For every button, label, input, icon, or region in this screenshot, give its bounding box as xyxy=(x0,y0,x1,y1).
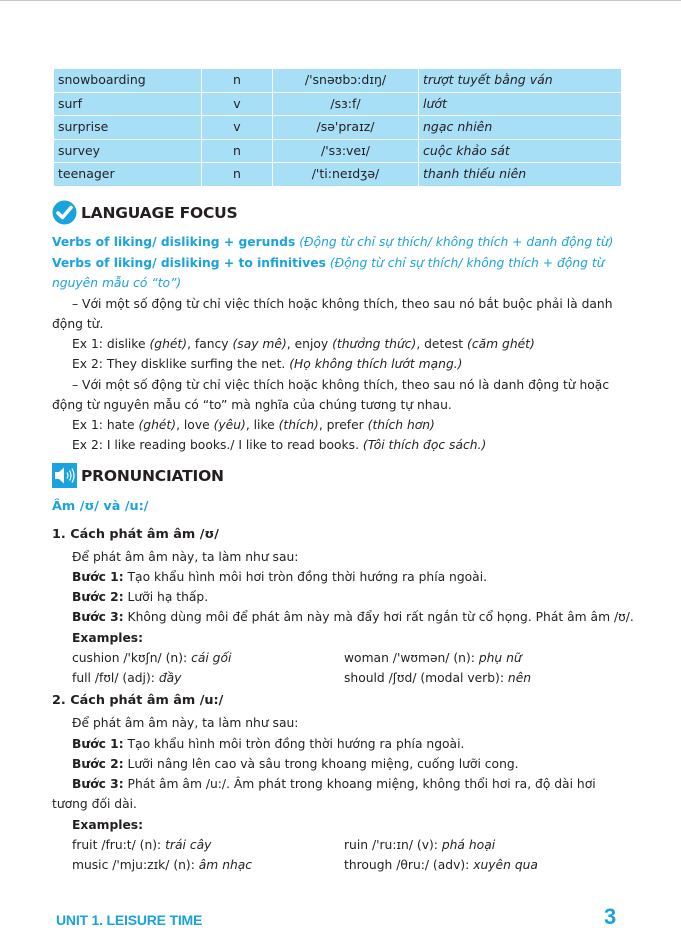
part1-examples xyxy=(72,648,632,688)
example-text: , like xyxy=(245,418,279,432)
vocab-part-of-speech: n xyxy=(202,140,272,163)
vocab-word: snowboarding xyxy=(54,69,201,92)
vocab-part-of-speech: n xyxy=(202,163,272,186)
vocab-meaning: cuộc khảo sát xyxy=(419,140,621,163)
example-meaning: trái cây xyxy=(165,838,212,852)
page-number: 3 xyxy=(604,904,617,929)
grammar-rule-gerunds xyxy=(52,232,627,252)
table-row xyxy=(54,69,621,92)
example-text: , detest xyxy=(416,337,468,351)
example-text: , love xyxy=(176,418,214,432)
section-title: PRONUNCIATION xyxy=(81,466,224,485)
example-meaning: âm nhạc xyxy=(198,858,253,872)
step-label: Bước 3: xyxy=(72,610,124,624)
example-text: , prefer xyxy=(318,418,368,432)
part2-step xyxy=(52,734,642,754)
part2-heading: 2. Cách phát âm âm /u:/ xyxy=(52,693,224,708)
example-text: , fancy xyxy=(187,337,233,351)
section-title: LANGUAGE FOCUS xyxy=(81,203,238,222)
example-term: woman /'wʊmən/ (n): xyxy=(344,651,479,665)
vocab-meaning: lướt xyxy=(419,93,621,116)
example-line xyxy=(52,354,642,374)
vocab-meaning: ngạc nhiên xyxy=(419,116,621,139)
example-translation: (Tôi thích đọc sách.) xyxy=(362,438,487,452)
rule-translation: (Động từ chỉ sự thích/ không thích + động từ nguyên mẫu có “to”) xyxy=(52,256,605,290)
example-item xyxy=(344,855,624,875)
step-label: Bước 1: xyxy=(72,570,124,584)
language-focus-heading xyxy=(52,200,237,225)
example-translation: (thưởng thức) xyxy=(332,337,417,351)
example-text: I like reading books./ I like to read books. xyxy=(106,438,363,452)
example-meaning: xuyên qua xyxy=(473,858,538,872)
part1-examples-label xyxy=(52,628,642,648)
step-text: Lưỡi hạ thấp. xyxy=(123,590,209,604)
vocab-pronunciation: /'snəʊbɔ:dɪŋ/ xyxy=(273,69,418,92)
example-meaning: cái gối xyxy=(191,651,232,665)
rule-name: Verbs of liking/ disliking + to infinitives xyxy=(52,256,326,270)
table-row xyxy=(54,163,621,186)
vocab-meaning: trượt tuyết bằng ván xyxy=(419,69,621,92)
part1-step xyxy=(52,587,642,607)
example-text: dislike xyxy=(106,337,150,351)
example-translation: (say mê) xyxy=(232,337,287,351)
pronunciation-subtitle: Âm /ʊ/ và /u:/ xyxy=(52,499,149,514)
example-meaning: phụ nữ xyxy=(478,651,522,665)
example-row xyxy=(72,648,632,668)
table-row xyxy=(54,93,621,116)
part2-step xyxy=(52,754,642,774)
paragraph-gerund-rule: – Với một số động từ chỉ việc thích hoặc không thích, theo sau nó bắt buộc phải là danh động từ. xyxy=(52,297,613,331)
example-term: cushion /'kʊʃn/ (n): xyxy=(72,651,192,665)
step-text: Tạo khẩu hình môi tròn đồng thời hướng ra phía ngoài. xyxy=(123,737,465,751)
part1-step xyxy=(52,567,642,587)
example-row xyxy=(72,835,632,855)
vocab-part-of-speech: v xyxy=(202,93,272,116)
vocabulary-table xyxy=(53,68,622,187)
example-text: , enjoy xyxy=(286,337,333,351)
step-text: Tạo khẩu hình môi hơi tròn đồng thời hướng ra phía ngoài. xyxy=(123,570,488,584)
part1-intro: Để phát âm âm này, ta làm như sau: xyxy=(72,550,299,564)
example-item xyxy=(72,668,344,688)
example-text: They disklike surfing the net. xyxy=(106,357,290,371)
examples-label: Examples: xyxy=(72,631,144,645)
vocab-word: surf xyxy=(54,93,201,116)
step-text: Lưỡi nâng lên cao và sâu trong khoang miệng, cuống lưỡi cong. xyxy=(123,757,519,771)
example-item xyxy=(72,835,344,855)
checkmark-circle-icon xyxy=(52,200,77,225)
example-term: full /fʊl/ (adj): xyxy=(72,671,159,685)
example-translation: (thích hơn) xyxy=(367,418,435,432)
example-translation: (ghét) xyxy=(149,337,188,351)
grammar-rule-infinitives xyxy=(52,253,627,293)
step-label: Bước 2: xyxy=(72,757,124,771)
table-row xyxy=(54,140,621,163)
examples-label: Examples: xyxy=(72,818,144,832)
example-translation: (căm ghét) xyxy=(467,337,535,351)
example-item xyxy=(344,835,624,855)
vocab-part-of-speech: n xyxy=(202,69,272,92)
step-text: Phát âm âm /u:/. Âm phát trong khoang miệng, không thổi hơi ra, độ dài hơi tương đối dài. xyxy=(52,777,596,811)
vocab-word: teenager xyxy=(54,163,201,186)
step-text: Không dùng môi để phát âm này mà đẩy hơi rất ngắn từ cổ họng. Phát âm âm /ʊ/. xyxy=(123,610,634,624)
vocab-word: surprise xyxy=(54,116,201,139)
part2-intro: Để phát âm âm này, ta làm như sau: xyxy=(72,716,299,730)
example-row xyxy=(72,668,632,688)
example-meaning: đầy xyxy=(158,671,182,685)
example-text: hate xyxy=(106,418,139,432)
example-line xyxy=(52,334,642,354)
example-line xyxy=(52,415,642,435)
example-line xyxy=(52,435,642,455)
example-label: Ex 2: xyxy=(72,357,107,371)
example-item xyxy=(344,668,624,688)
vocab-part-of-speech: v xyxy=(202,116,272,139)
step-label: Bước 2: xyxy=(72,590,124,604)
part2-step xyxy=(52,774,622,814)
example-term: ruin /'ru:ɪn/ (v): xyxy=(344,838,442,852)
step-label: Bước 3: xyxy=(72,777,124,791)
part1-heading: 1. Cách phát âm âm /ʊ/ xyxy=(52,527,219,542)
example-item xyxy=(72,855,344,875)
example-term: through /θru:/ (adv): xyxy=(344,858,474,872)
example-translation: (ghét) xyxy=(138,418,177,432)
speaker-icon xyxy=(52,463,77,488)
table-row xyxy=(54,116,621,139)
example-item xyxy=(72,648,344,668)
example-term: music /'mju:zɪk/ (n): xyxy=(72,858,199,872)
example-translation: (yêu) xyxy=(213,418,246,432)
step-label: Bước 1: xyxy=(72,737,124,751)
vocab-pronunciation: /sɜ:f/ xyxy=(273,93,418,116)
example-term: should /ʃʊd/ (modal verb): xyxy=(344,671,508,685)
rule-translation: (Động từ chỉ sự thích/ không thích + danh động từ) xyxy=(295,235,614,249)
example-row xyxy=(72,855,632,875)
example-label: Ex 1: xyxy=(72,418,107,432)
example-label: Ex 2: xyxy=(72,438,107,452)
vocab-pronunciation: /'ti:neɪdʒə/ xyxy=(273,163,418,186)
page-top-border xyxy=(0,0,681,1)
vocab-pronunciation: /'sɜ:veɪ/ xyxy=(273,140,418,163)
rule-name: Verbs of liking/ disliking + gerunds xyxy=(52,235,296,249)
example-meaning: nên xyxy=(507,671,532,685)
part2-examples-label xyxy=(52,815,642,835)
example-label: Ex 1: xyxy=(72,337,107,351)
vocab-pronunciation: /sə'praɪz/ xyxy=(273,116,418,139)
vocab-word: survey xyxy=(54,140,201,163)
part2-examples xyxy=(72,835,632,875)
vocab-meaning: thanh thiếu niên xyxy=(419,163,621,186)
pronunciation-heading xyxy=(52,463,224,488)
example-term: fruit /fru:t/ (n): xyxy=(72,838,166,852)
example-meaning: phá hoại xyxy=(441,838,496,852)
part1-step xyxy=(52,607,642,627)
example-translation: (Họ không thích lướt mạng.) xyxy=(289,357,463,371)
example-translation: (thích) xyxy=(278,418,319,432)
example-item xyxy=(344,648,624,668)
paragraph-infinitive-rule: – Với một số động từ chỉ việc thích hoặc không thích, theo sau nó là danh động từ hoặc động từ nguyên mẫu có “to” mà nghĩa của chúng tương tự nhau. xyxy=(52,378,610,412)
footer-unit-title: UNIT 1. LEISURE TIME xyxy=(56,912,203,928)
